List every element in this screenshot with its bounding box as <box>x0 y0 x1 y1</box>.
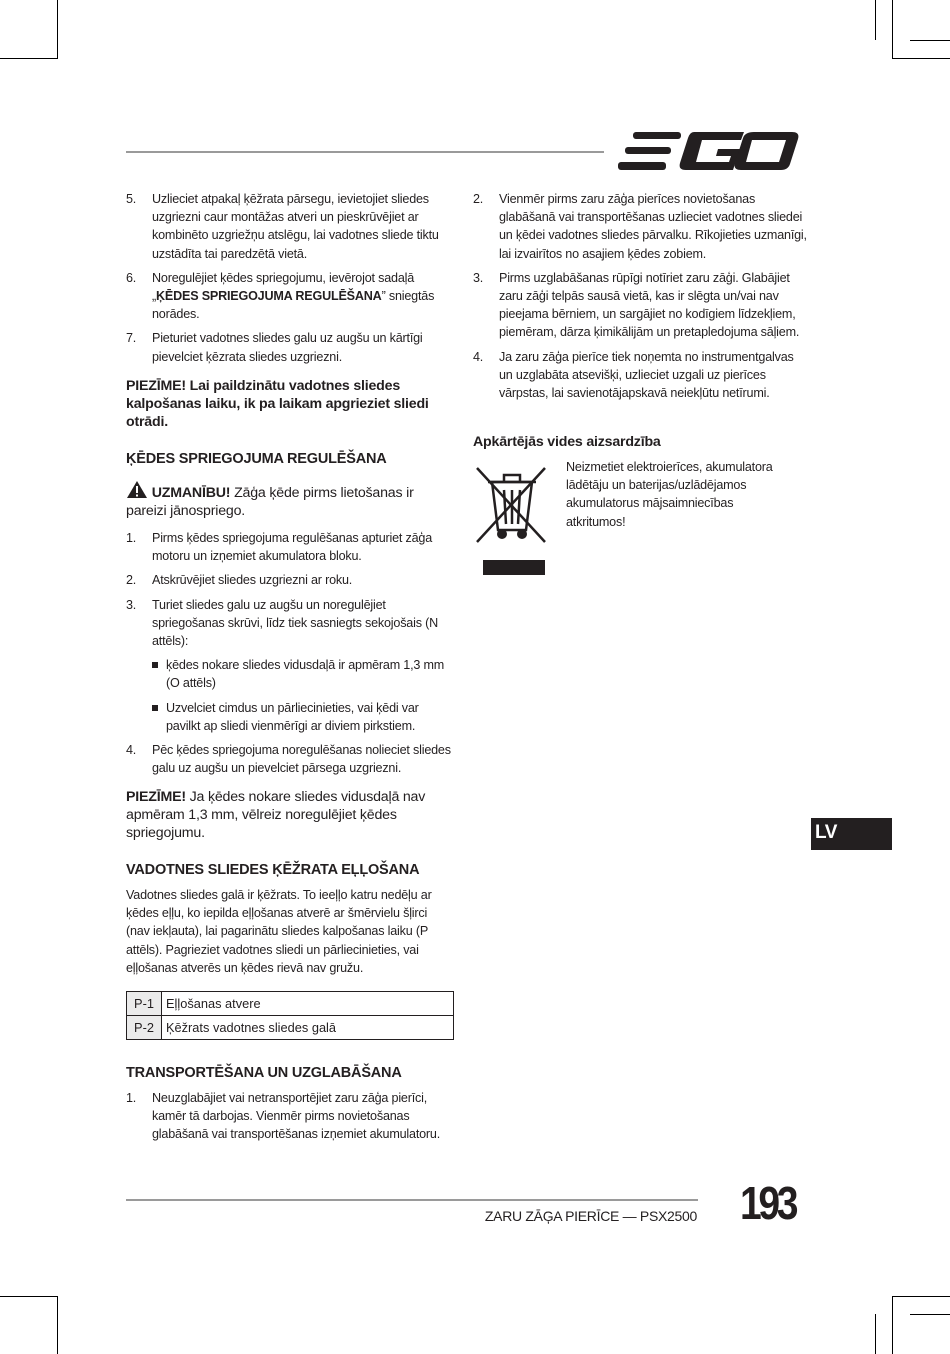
list-item: 2. Atskrūvējiet sliedes uzgriezni ar roku. <box>126 573 353 588</box>
warning-label: UZMANĪBU! <box>151 485 231 501</box>
step-text: Pieturiet vadotnes sliedes galu uz augšu un kārtīgi pievelciet ķēzrata sliedes uzgriezni. <box>152 331 423 364</box>
crop-mark <box>910 1314 950 1315</box>
list-item: 1. Neuzglabājiet vai netransportējiet zaru zāģa pierīci, kamēr tā darbojas. Vienmēr pirms novietošanas glabāšanā vai transportēšanas izņemiet akumulatoru. <box>126 1091 441 1142</box>
bullet-item <box>152 699 456 735</box>
parts-table <box>126 991 454 1040</box>
assembly-steps-list <box>126 190 456 372</box>
note-label: PIEZĪME! <box>126 789 186 805</box>
chain-tension-steps-list <box>126 529 456 783</box>
bullet-square-icon <box>152 705 158 711</box>
section-heading-sprocket-oil: VADOTNES SLIEDES ĶĒŽRATA EĻĻOŠANA <box>126 862 420 878</box>
list-item: 4. Ja zaru zāģa pierīce tiek noņemta no instrumentgalvas un uzglabāta atsevišķi, uzlieciet uzgali uz pierīces vārpstas, lai savienotājapskavā neiekļūtu netīrumi. <box>473 349 794 401</box>
ego-logo <box>616 130 800 172</box>
page-number: 193 <box>740 1177 796 1229</box>
note-chain-sag <box>126 788 426 842</box>
warning-block <box>126 480 456 520</box>
step-text: Pirms uzglabāšanas rūpīgi notīriet zaru zāģi. Glabājiet zaru zāģi telpās sausā vietā, kas ir slēgta un/vai nav pieejama bērniem, un sargājiet no kodīgiem līdzekļiem, piemēram, dārza ķimikālijām un pretapledojuma sāļiem. <box>499 270 800 340</box>
bullet-item <box>152 656 456 692</box>
footer-rule <box>126 1199 698 1201</box>
table-cell-key: P-2 <box>127 1016 162 1040</box>
list-item: 7. Pieturiet vadotnes sliedes galu uz augšu un kārtīgi pievelciet ķēzrata sliedes uzgriezni. <box>126 331 423 364</box>
table-row <box>127 1016 454 1040</box>
crop-mark <box>875 0 876 40</box>
sprocket-oil-paragraph: Vadotnes sliedes galā ir ķēžrats. To ieeļļo katru nedēļu ar ķēdes eļļu, ko iepilda eļļošanas atverē ar šmērvielu šļirci (nav iekļauta), lai pagarinātu sliedes kalpošanas laiku (P attēls). Pagrieziet vadotnes sliedi un pārliecinieties, vai eļļošanas atverēs un ķēdes rievā nav gružu. <box>126 888 432 975</box>
header-rule <box>126 151 604 153</box>
crop-mark <box>57 1296 58 1354</box>
section-heading-environment: Apkārtējās vides aizsardzība <box>473 434 661 450</box>
list-item: 5. Uzlieciet atpakaļ ķēžrata pārsegu, ievietojiet sliedes uzgriezni caur montāžas atveri un pieskrūvējiet ar kombinēto uzgriežņu atslēgu, lai vadotnes sliede tiktu uzstādīta tai paredzētā vietā. <box>126 192 439 261</box>
step-text: Pirms ķēdes spriegojuma regulēšanas apturiet zāģa motoru un izņemiet akumulatora bloku. <box>152 531 433 564</box>
bullet-text: Uzvelciet cimdus un pārliecinieties, vai ķēdi var pavilkt ap sliedi vienmērīgi ar diviem pirkstiem. <box>166 700 419 733</box>
note-invert-bar: PIEZĪME! Lai paildzinātu vadotnes sliedes kalpošanas laiku, ik pa laikam apgrieziet sliedi otrādi. <box>126 378 429 430</box>
list-item: 1. Pirms ķēdes spriegojuma regulēšanas apturiet zāģa motoru un izņemiet akumulatora bloku. <box>126 531 433 564</box>
step-text: Vienmēr pirms zaru zāģa pierīces novietošanas glabāšanā vai transportēšanas uzlieciet vadotnes sliedei un ķēdei vadotnes sliedes pārvalku. Rīkojieties uzmanīgi, lai izvairītos no asajiem ķēdes zobiem. <box>499 192 807 261</box>
language-tab <box>811 818 892 850</box>
section-heading-chain-tension: ĶĒDES SPRIEGOJUMA REGULĒŠANA <box>126 451 387 467</box>
table-row <box>127 992 454 1016</box>
list-item: 3. Turiet sliedes galu uz augšu un noregulējiet spriegošanas skrūvi, līdz tiek sasniegts sekojošais (N attēls): <box>126 597 438 649</box>
crop-mark <box>892 0 893 58</box>
bullet-text: ķēdes nokare sliedes vidusdaļā ir apmēram 1,3 mm (O attēls) <box>166 658 445 691</box>
bullet-square-icon <box>152 662 158 668</box>
step-text: Turiet sliedes galu uz augšu un noregulējiet spriegošanas skrūvi, līdz tiek sasniegts sekojošais (N attēls): <box>152 597 438 649</box>
table-cell-value: Eļļošanas atvere <box>162 992 454 1016</box>
step-text: Atskrūvējiet sliedes uzgriezni ar roku. <box>152 573 353 588</box>
step-text: Ja zaru zāģa pierīce tiek noņemta no instrumentgalvas un uzglabāta atsevišķi, uzlieciet uzgali uz pierīces vārpstas, lai savienotājapskavā neiekļūtu netīrumi. <box>499 349 794 401</box>
language-code: LV <box>815 822 837 843</box>
step-text: Neuzglabājiet vai netransportējiet zaru zāģa pierīci, kamēr tā darbojas. Vienmēr pirms novietošanas glabāšanā vai transportēšanas izņemiet akumulatoru. <box>152 1091 441 1142</box>
crop-mark <box>910 40 950 41</box>
storage-steps-list <box>473 190 808 408</box>
warning-text: Zāģa ķēde pirms lietošanas ir pareizi jānospriego. <box>126 485 414 519</box>
crop-mark <box>892 58 950 59</box>
crop-mark <box>57 0 58 58</box>
weee-crossed-bin-icon <box>474 462 550 577</box>
list-item: 6. Noregulējiet ķēdes spriegojumu, ievērojot sadaļā „ĶĒDES SPRIEGOJUMA REGULĒŠANA” sniegtās norādes. <box>126 270 435 322</box>
section-heading-transport: TRANSPORTĒŠANA UN UZGLABĀŠANA <box>126 1065 402 1081</box>
crop-mark <box>875 1314 876 1354</box>
transport-steps-list <box>126 1089 456 1150</box>
environment-text: Neizmetiet elektroierīces, akumulatora lādētāju un baterijas/uzlādējamos akumulatorus mājsaimniecības atkritumos! <box>566 460 773 529</box>
step-text: Uzlieciet atpakaļ ķēžrata pārsegu, ievietojiet sliedes uzgriezni caur montāžas atveri un pieskrūvējiet ar kombinēto uzgriežņu atslēgu, lai vadotnes sliede tiktu uzstādīta tai paredzētā vietā. <box>152 192 439 261</box>
list-item: 4. Pēc ķēdes spriegojuma noregulēšanas nolieciet sliedes galu uz augšu un pievelciet pārsega uzgriezni. <box>126 743 451 776</box>
crop-mark <box>0 1296 58 1297</box>
crop-mark <box>892 1296 893 1354</box>
table-cell-value: Ķēžrats vadotnes sliedes galā <box>162 1016 454 1040</box>
footer-title: ZARU ZĀĢA PIERĪCE — PSX2500 <box>484 1208 697 1224</box>
step-text: Pēc ķēdes spriegojuma noregulēšanas nolieciet sliedes galu uz augšu un pievelciet pārsega uzgriezni. <box>152 743 451 776</box>
table-cell-key: P-1 <box>127 992 162 1016</box>
step-text-bold: ĶĒDES SPRIEGOJUMA REGULĒŠANA <box>156 289 382 304</box>
list-item: 2. Vienmēr pirms zaru zāģa pierīces novietošanas glabāšanā vai transportēšanas uzlieciet vadotnes sliedei un ķēdei vadotnes sliedes pārvalku. Rīkojieties uzmanīgi, lai izvairītos no asajiem ķēdes zobiem. <box>473 192 807 261</box>
step-text: ” sniegtās norādes. <box>152 289 435 322</box>
note-text: Ja ķēdes nokare sliedes vidusdaļā nav apmēram 1,3 mm, vēlreiz noregulējiet ķēdes spriegojumu. <box>126 789 426 841</box>
list-item: 3. Pirms uzglabāšanas rūpīgi notīriet zaru zāģi. Glabājiet zaru zāģi telpās sausā vietā, kas ir slēgta un/vai nav pieejama bērniem, un sargājiet no kodīgiem līdzekļiem, piemēram, dārza ķimikālijām un pretapledojuma sāļiem. <box>473 270 800 340</box>
crop-mark <box>892 1296 950 1297</box>
step-text: Noregulējiet ķēdes spriegojumu, ievērojot sadaļā „ <box>152 270 415 304</box>
warning-triangle-icon <box>126 480 148 499</box>
crop-mark <box>0 58 58 59</box>
